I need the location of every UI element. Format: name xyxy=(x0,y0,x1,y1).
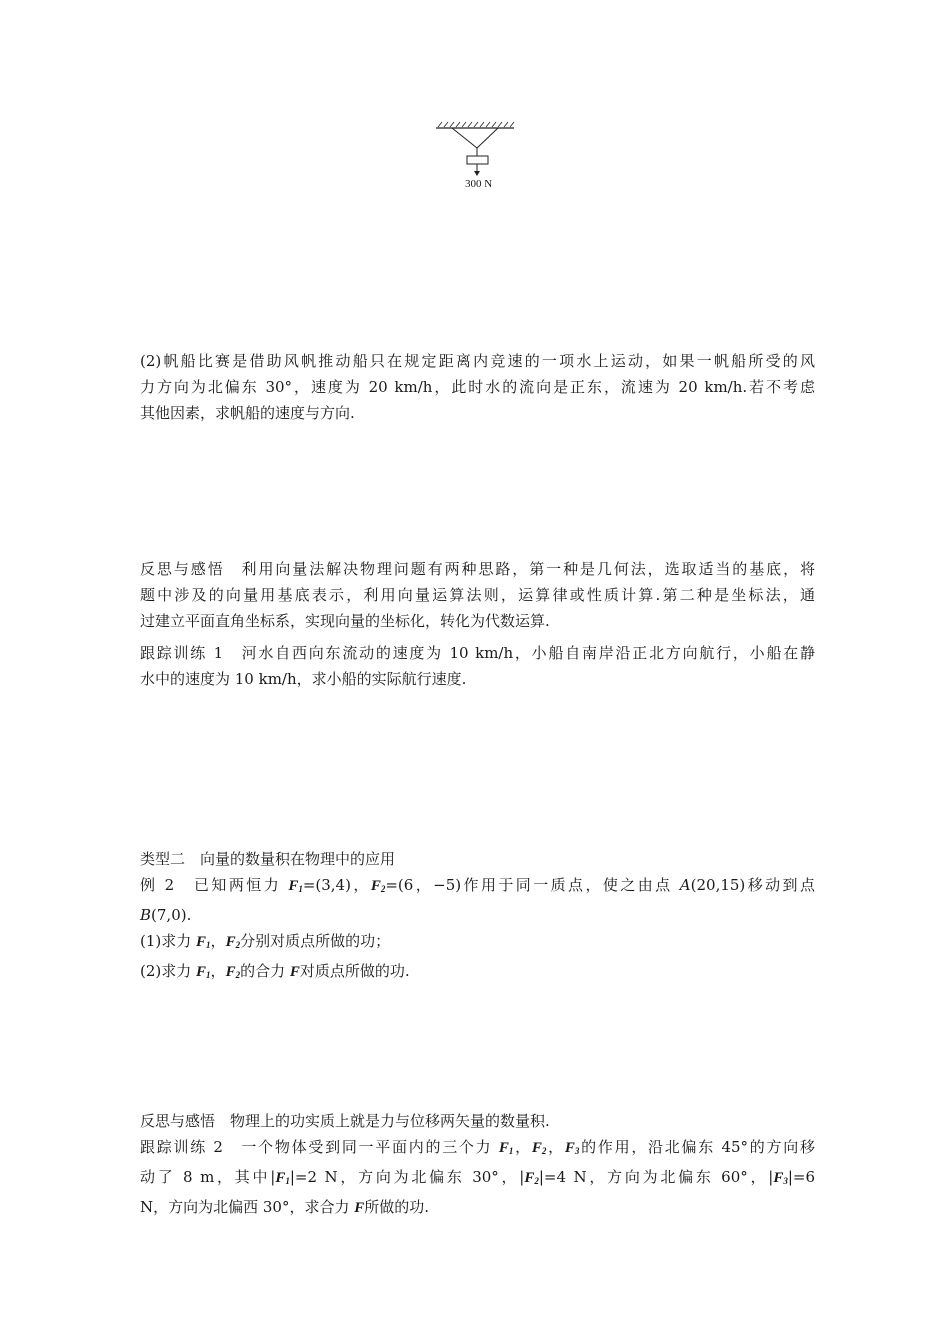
question-1: (1)求力 $F_1$，$F_2$分别对质点所做的功； xyxy=(140,932,391,950)
text-line: 反思与感悟 利用向量法解决物理问题有两种思路，第一种是几何法，选取适当的基底，将 xyxy=(140,560,815,578)
training-2-line-3: N，方向为北偏西 30°，求合力 F所做的功. xyxy=(140,1198,430,1216)
text: (7,0). xyxy=(151,906,192,924)
vector-f1: $F_1$ xyxy=(196,934,211,950)
training-1 xyxy=(140,640,815,692)
vector-f: F xyxy=(354,1200,365,1216)
text-line: 跟踪训练 1 河水自西向东流动的速度为 10 km/h，小船自南岸沿正北方向航行，小船在静 xyxy=(140,644,815,662)
vector-f2: $F_2$ xyxy=(225,934,241,950)
vector-f1: $F_1$ xyxy=(275,1170,290,1186)
example-2-line-2 xyxy=(140,902,815,928)
type-2-section xyxy=(140,846,815,988)
vector-f2: $F_2$ xyxy=(225,964,241,980)
text: 例 2 已知两恒力 xyxy=(140,876,289,894)
question-2: (2)求力 $F_1$，$F_2$的合力 F对质点所做的功. xyxy=(140,962,410,980)
training-2-line-2: 动了 8 m，其中$|F_1|=2$ N，方向为北偏东 30°，$|F_2|=4$ N，方向为北偏东 60°，$|F_3|=6$ xyxy=(140,1168,816,1186)
section-heading: 类型二 向量的数量积在物理中的应用 xyxy=(140,850,396,868)
vector-f1: $F_1$ xyxy=(288,878,303,894)
vector-f2: $F_2$ xyxy=(370,878,386,894)
vector-f1: $F_1$ xyxy=(498,1140,514,1156)
vector-f1: $F_1$ xyxy=(196,964,211,980)
training-2-line-1: 跟踪训练 2 一个物体受到同一平面内的三个力 $F_1$，$F_2$，$F_3$的作用，沿北偏东 45°的方向移 xyxy=(140,1138,815,1156)
reflection-1 xyxy=(140,556,815,634)
text: (20,15)移动到点 xyxy=(690,876,815,894)
vector-f3: $F_3$ xyxy=(773,1170,788,1186)
vector-f3: $F_3$ xyxy=(564,1140,580,1156)
text: =(3,4)， xyxy=(302,876,371,894)
example-2-line-1 xyxy=(140,872,815,902)
vector-f: F xyxy=(289,964,300,980)
vector-f2: $F_2$ xyxy=(524,1170,539,1186)
point-b: B xyxy=(140,906,152,924)
text-line: 力方向为北偏东 30°，速度为 20 km/h，此时水的流向是正东，流速为 20 km/h.若不考虑 xyxy=(140,378,815,396)
reflection-2 xyxy=(140,1108,815,1134)
point-a: A xyxy=(679,876,691,894)
text-line: 过建立平面直角坐标系，实现向量的坐标化，转化为代数运算. xyxy=(140,612,550,630)
text-line: (2)帆船比赛是借助风帆推动船只在规定距离内竞速的一项水上运动，如果一帆船所受的风 xyxy=(140,352,815,370)
vector-f2: $F_2$ xyxy=(531,1140,547,1156)
problem-2 xyxy=(140,348,815,426)
text-line: 题中涉及的向量用基底表示，利用向量运算法则，运算律或性质计算.第二种是坐标法，通 xyxy=(140,586,815,604)
text: =(6，−5)作用于同一质点，使之由点 xyxy=(385,876,680,894)
text-line: 其他因素，求帆船的速度与方向. xyxy=(140,404,355,422)
training-2 xyxy=(140,1134,815,1221)
text-line: 水中的速度为 10 km/h，求小船的实际航行速度. xyxy=(140,670,467,688)
text-line: 反思与感悟 物理上的功实质上就是力与位移两矢量的数量积. xyxy=(140,1112,550,1130)
weight-label: 300 N xyxy=(465,178,493,190)
